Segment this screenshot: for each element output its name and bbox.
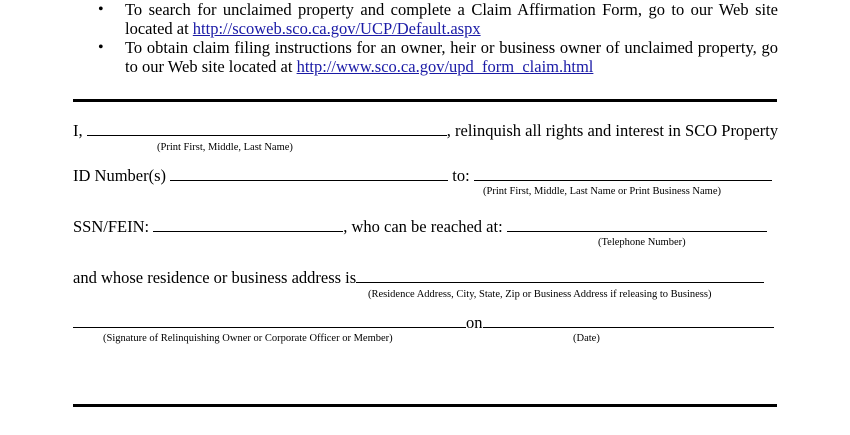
full-name-field[interactable] (87, 121, 447, 136)
instruction-item-filing (98, 38, 778, 76)
instruction-text: To search for unclaimed property and complete a Claim Affirmation Form, go to our Web site located at (125, 0, 778, 38)
date-field[interactable] (483, 313, 774, 328)
address-label: and whose residence or business address is (73, 268, 357, 287)
search-link[interactable]: http://scoweb.sco.ca.gov/UCP/Default.aspx (192, 19, 481, 38)
instruction-item-search (98, 0, 778, 38)
bullet-icon: • (98, 39, 104, 56)
telephone-caption: (Telephone Number) (598, 237, 686, 248)
recipient-name-field[interactable] (474, 166, 772, 181)
signature-line (73, 313, 774, 333)
name-prefix: I, (73, 121, 83, 140)
on-label: on (466, 313, 483, 332)
address-caption: (Residence Address, City, State, Zip or Business Address if releasing to Business) (368, 289, 712, 300)
bullet-icon: • (98, 1, 104, 18)
reach-label: , who can be reached at: (343, 217, 503, 236)
id-label: ID Number(s) (73, 166, 167, 185)
top-divider (73, 99, 777, 102)
date-caption: (Date) (573, 333, 600, 344)
ssn-label: SSN/FEIN: (73, 217, 150, 236)
instruction-text: To obtain claim filing instructions for an owner, heir or business owner of unclaimed property, go to our Web site located at (125, 38, 778, 76)
bottom-divider (73, 404, 777, 407)
recipient-caption: (Print First, Middle, Last Name or Print Business Name) (483, 186, 721, 197)
ssn-field[interactable] (153, 217, 343, 232)
address-line (73, 268, 764, 288)
claim-instructions-link[interactable]: http://www.sco.ca.gov/upd_form_claim.html (296, 57, 594, 76)
name-line (73, 121, 778, 141)
signature-field[interactable] (73, 313, 466, 328)
to-label: to: (452, 166, 470, 185)
address-field[interactable] (356, 268, 764, 283)
ssn-line (73, 217, 767, 237)
id-number-field[interactable] (170, 166, 448, 181)
name-caption: (Print First, Middle, Last Name) (157, 142, 293, 153)
signature-caption: (Signature of Relinquishing Owner or Corporate Officer or Member) (103, 333, 393, 344)
telephone-field[interactable] (507, 217, 767, 232)
relinquish-statement: , relinquish all rights and interest in SCO Property (446, 121, 779, 140)
instructions-list (98, 0, 778, 76)
id-line (73, 166, 772, 186)
